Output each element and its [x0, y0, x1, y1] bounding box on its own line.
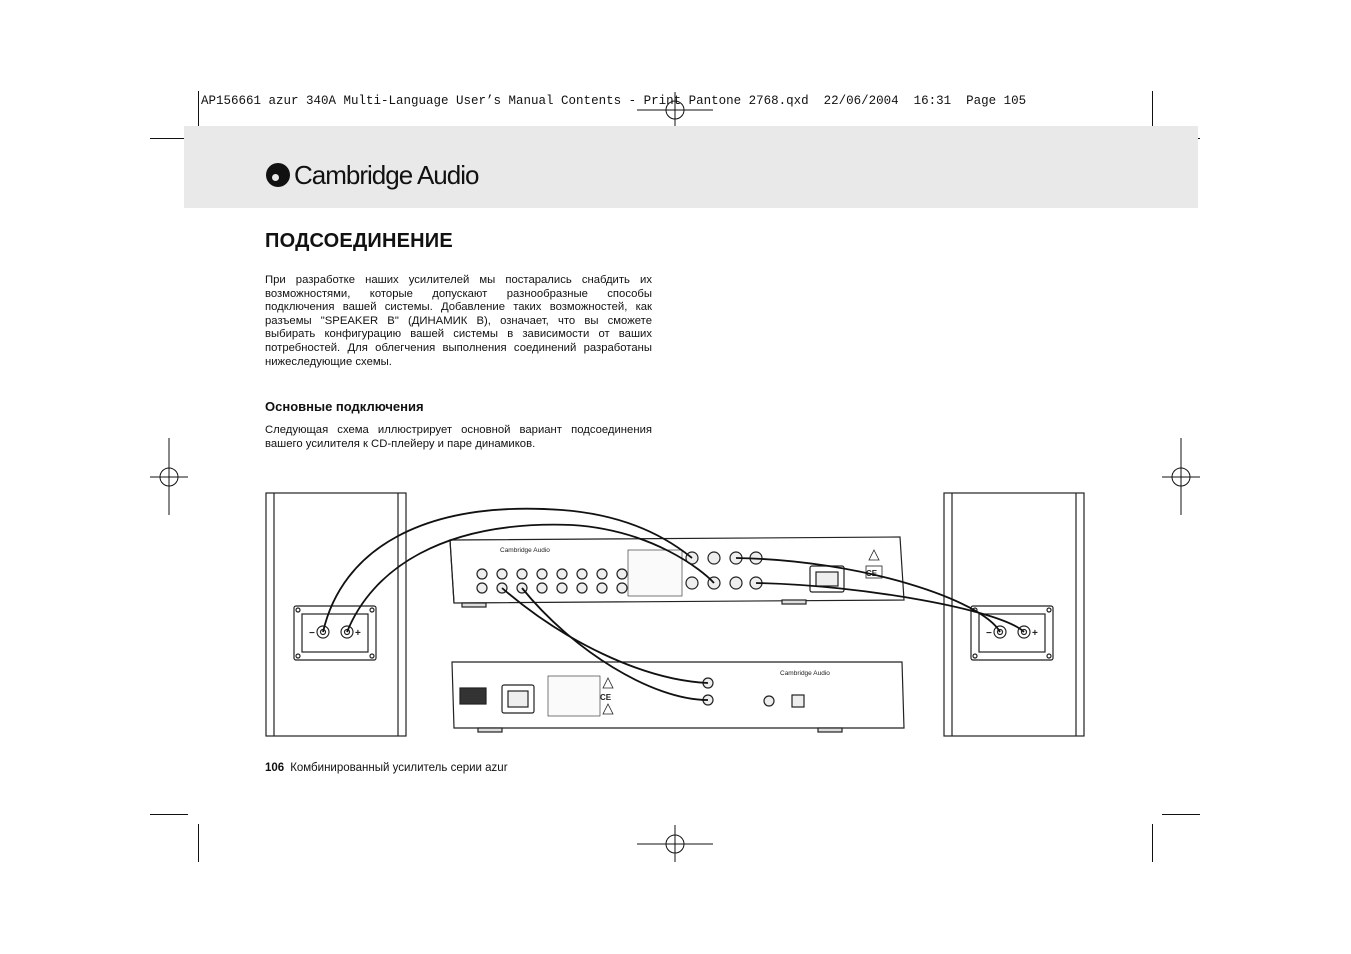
- footer-caption: Комбинированный усилитель серии azur: [290, 762, 508, 774]
- registration-mark-right: [1162, 438, 1200, 515]
- crop-mark-top-left-v: [198, 91, 199, 130]
- right-speaker: [944, 493, 1084, 736]
- right-speaker-plus-label: +: [1032, 628, 1038, 639]
- crop-mark-bottom-right-h: [1162, 814, 1200, 815]
- section-paragraph: Следующая схема иллюстрирует основной вариант подсоединения вашего усилителя к CD-плейеру и паре динамиков.: [265, 424, 652, 450]
- registration-mark-bottom: [637, 825, 713, 862]
- section-heading: Основные подключения: [265, 399, 424, 414]
- cd-ce-mark: CE: [600, 693, 612, 702]
- registration-mark-left: [150, 438, 188, 515]
- left-speaker-minus-label: −: [309, 628, 315, 639]
- page-title: ПОДСОЕДИНЕНИЕ: [265, 230, 453, 252]
- amp-brand-label: Cambridge Audio: [500, 547, 550, 554]
- left-speaker-plus-label: +: [355, 628, 361, 639]
- cambridge-audio-logo-icon: [266, 163, 290, 187]
- intro-paragraph: При разработке наших усилителей мы постарались снабдить их возможностями, которые допускают разнообразные способы подключения вашей системы. Добавление таких возможностей, как разъемы "SPEAKER B" (ДИНАМИК B), означает, что вы сможете выбирать конфигурацию вашей системы в зависимости от ваших потребностей. Для облегчения выполнения соединений разработаны нижеследующие схемы.: [265, 274, 652, 368]
- connection-diagram: [262, 490, 1088, 740]
- crop-mark-top-right-v: [1152, 91, 1153, 130]
- crop-mark-top-left-h: [150, 138, 188, 139]
- brand-logo-text: Cambridge Audio: [294, 159, 479, 190]
- page-footer: [265, 762, 508, 774]
- crop-mark-bottom-right-v: [1152, 824, 1153, 862]
- amp-ce-mark: CE: [866, 569, 878, 578]
- crop-mark-bottom-left-h: [150, 814, 188, 815]
- left-speaker: [266, 493, 406, 736]
- right-speaker-minus-label: −: [986, 628, 992, 639]
- brand-logo: [266, 160, 478, 190]
- crop-mark-bottom-left-v: [198, 824, 199, 862]
- print-slug-line: AP156661 azur 340A Multi-Language User’s Manual Contents - Print Pantone 2768.qxd 22/06/2004 16:31 Page 105: [201, 94, 1027, 108]
- cd-brand-label: Cambridge Audio: [780, 670, 830, 677]
- page-number: 106: [265, 762, 285, 774]
